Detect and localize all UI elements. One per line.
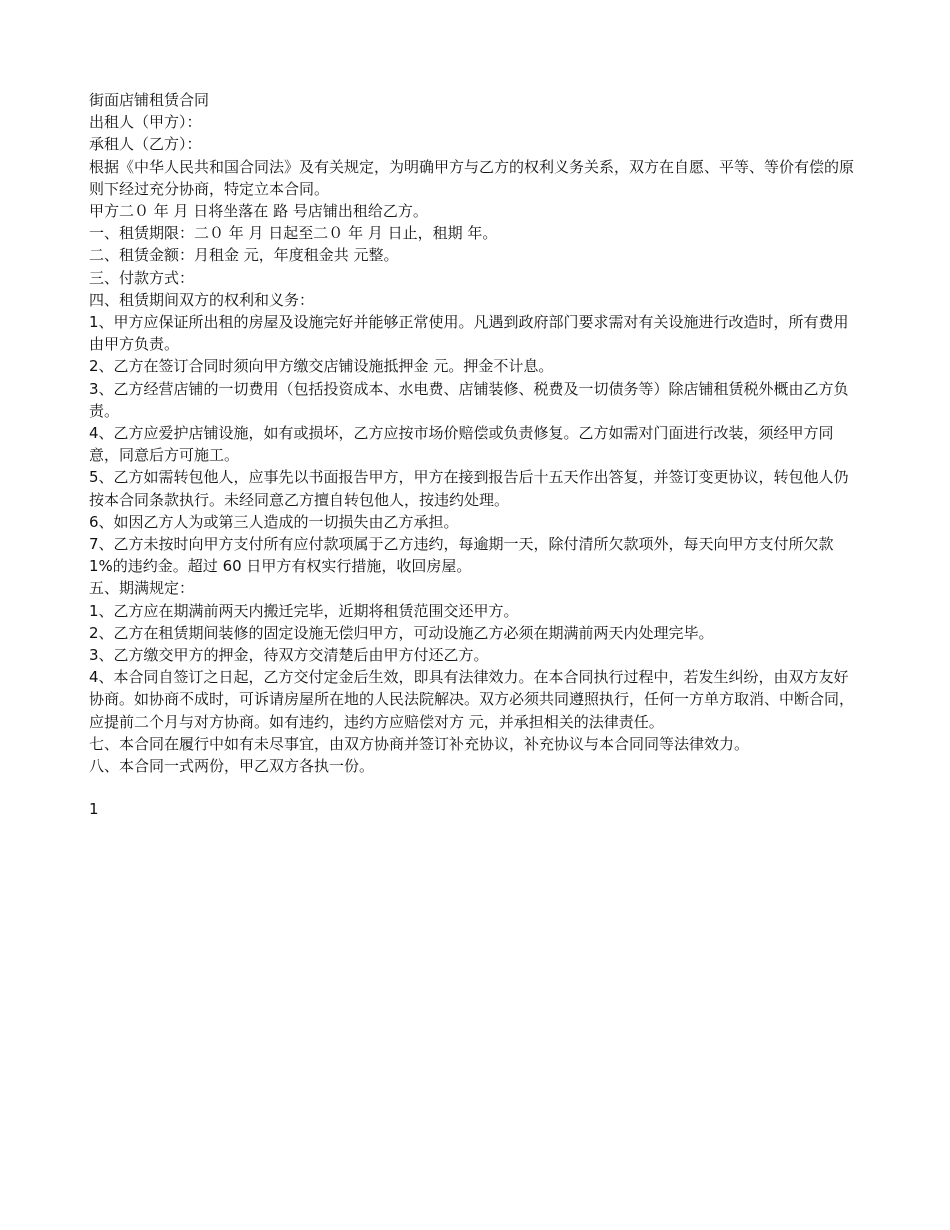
page-number: 1: [89, 800, 99, 818]
clause-4-7: 7、乙方未按时向甲方支付所有应付款项属于乙方违约，每逾期一天，除付清所欠款项外，每天向甲方支付所欠款 1%的违约金。超过 60 日甲方有权实行措施，收回房屋。: [89, 535, 839, 576]
clause-4-4: 4、乙方应爱护店铺设施，如有或损坏，乙方应按市场价赔偿或负责修复。乙方如需对门面进行改装，须经甲方同意，同意后方可施工。: [89, 424, 834, 465]
property-location-line: 甲方二０ 年 月 日将坐落在 路 号店铺出租给乙方。: [89, 202, 428, 221]
rights-obligations-heading: 四、租赁期间双方的权利和义务：: [89, 290, 315, 309]
document-body: [89, 89, 859, 777]
clause-5-1: 1、乙方应在期满前两天内搬迁完毕，近期将租赁范围交还甲方。: [89, 601, 519, 620]
clause-4-3: 3、乙方经营店铺的一切费用（包括投资成本、水电费、店铺装修、税费及一切债务等）除店铺租赁税外概由乙方负责。: [89, 379, 849, 420]
lease-term-line: 一、租赁期限：二０ 年 月 日起至二０ 年 月 日止，租期 年。: [89, 224, 498, 243]
lessor-line: 出租人（甲方）：: [89, 113, 202, 132]
clause-5-3: 3、乙方缴交甲方的押金，待双方交清楚后由甲方付还乙方。: [89, 646, 489, 665]
clause-4-2: 2、乙方在签订合同时须向甲方缴交店铺设施抵押金 元。押金不计息。: [89, 357, 554, 376]
rent-amount-line: 二、租赁金额：月租金 元，年度租金共 元整。: [89, 246, 399, 265]
preamble-paragraph: 根据《中华人民共和国合同法》及有关规定，为明确甲方与乙方的权利义务关系，双方在自愿、平等、等价有偿的原则下经过充分协商，特定立本合同。: [89, 157, 855, 198]
clause-4-5: 5、乙方如需转包他人，应事先以书面报告甲方，甲方在接到报告后十五天作出答复，并签订变更协议，转包他人仍按本合同条款执行。未经同意乙方擅自转包他人，按违约处理。: [89, 468, 849, 509]
clause-4-6: 6、如因乙方人为或第三人造成的一切损失由乙方承担。: [89, 512, 459, 531]
clause-5-4: 4、本合同自签订之日起，乙方交付定金后生效，即具有法律效力。在本合同执行过程中，若发生纠纷，由双方友好协商。如协商不成时，可诉请房屋所在地的人民法院解决。双方必须共同遵照执行，任何一方单方取消、中断合同，应提前二个月与对方协商。如有违约，违约方应赔偿对方 元，并承担相关的法律责任。: [89, 668, 855, 731]
lessee-line: 承租人（乙方）：: [89, 135, 202, 154]
document-title: 街面店铺租赁合同: [89, 91, 210, 109]
clause-8: 八、本合同一式两份，甲乙双方各执一份。: [89, 757, 375, 776]
expiry-rules-heading: 五、期满规定：: [89, 579, 195, 598]
clause-4-1: 1、甲方应保证所出租的房屋及设施完好并能够正常使用。凡遇到政府部门要求需对有关设施进行改造时，所有费用由甲方负责。: [89, 313, 849, 354]
payment-method-heading: 三、付款方式：: [89, 268, 195, 287]
clause-5-2: 2、乙方在租赁期间装修的固定设施无偿归甲方，可动设施乙方必须在期满前两天内处理完毕。: [89, 623, 714, 642]
clause-7: 七、本合同在履行中如有未尽事宜，由双方协商并签订补充协议，补充协议与本合同同等法律效力。: [89, 734, 750, 753]
